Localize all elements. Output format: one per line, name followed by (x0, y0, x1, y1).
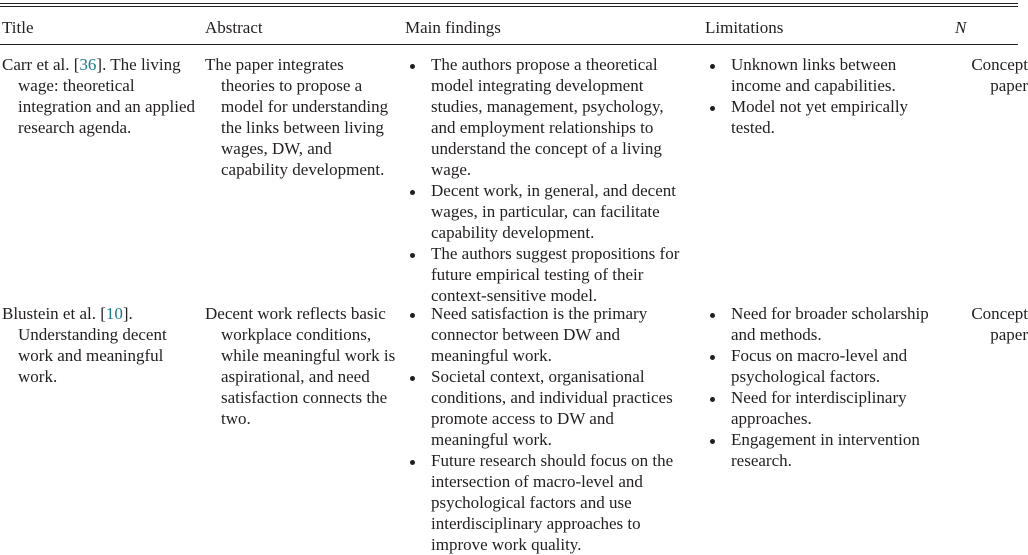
list-item: Need for interdisciplinary approaches. (705, 387, 935, 429)
list-item: Societal context, organisational conditions, and individual practices promote access to DW and meaningful work. (405, 366, 687, 450)
header-title: Title (2, 18, 34, 37)
row-1-abstract: The paper integrates theories to propose a model for understanding the links between living wages, DW, and capability development. (205, 55, 389, 179)
bullet-icon (710, 64, 715, 69)
bullet-icon (410, 460, 415, 465)
row-2-title: Blustein et al. [10]. Understanding decent work and meaningful work. (2, 304, 167, 386)
row-1-limitations-list (705, 54, 935, 138)
list-item: The authors propose a theoretical model integrating development studies, management, psychology, and employment relationships to understand the concept of a living wage. (405, 54, 687, 180)
table-top-rule (0, 3, 1018, 4)
bullet-icon (410, 253, 415, 258)
header-limitations: Limitations (705, 18, 784, 37)
bullet-icon (710, 106, 715, 111)
row-1-n: Concept paper (971, 55, 1028, 95)
bullet-icon (410, 313, 415, 318)
header-main-findings: Main findings (405, 18, 501, 37)
header-rule (0, 44, 1018, 45)
row-2-n: Concept paper (971, 304, 1028, 344)
header-abstract: Abstract (205, 18, 263, 37)
list-item: Need satisfaction is the primary connector between DW and meaningful work. (405, 303, 687, 366)
bullet-icon (710, 397, 715, 402)
row-1-title: Carr et al. [36]. The living wage: theoretical integration and an applied research agenda. (2, 55, 196, 137)
list-item: Need for broader scholarship and methods. (705, 303, 935, 345)
row-1-citation-link[interactable]: 36 (79, 55, 97, 74)
bullet-icon (410, 376, 415, 381)
list-item: Future research should focus on the intersection of macro-level and psychological factors and use interdisciplinary approaches to improve work quality. (405, 450, 687, 555)
list-item: Unknown links between income and capabilities. (705, 54, 935, 96)
row-1-findings-list (405, 54, 687, 306)
bullet-icon (710, 439, 715, 444)
bullet-icon (710, 313, 715, 318)
row-2-limitations-list (705, 303, 935, 471)
table-top-rule-2 (0, 6, 1018, 7)
list-item: Focus on macro-level and psychological factors. (705, 345, 935, 387)
list-item: Engagement in intervention research. (705, 429, 935, 471)
list-item: The authors suggest propositions for future empirical testing of their context-sensitive model. (405, 243, 687, 306)
bullet-icon (410, 190, 415, 195)
list-item: Decent work, in general, and decent wages, in particular, can facilitate capability development. (405, 180, 687, 243)
header-n: N (955, 18, 967, 37)
list-item: Model not yet empirically tested. (705, 96, 935, 138)
bullet-icon (710, 355, 715, 360)
row-2-citation-link[interactable]: 10 (105, 304, 123, 323)
row-2-findings-list (405, 303, 687, 555)
row-2-abstract: Decent work reflects basic workplace conditions, while meaningful work is aspirational, and need satisfaction connects the two. (205, 304, 396, 428)
bullet-icon (410, 64, 415, 69)
